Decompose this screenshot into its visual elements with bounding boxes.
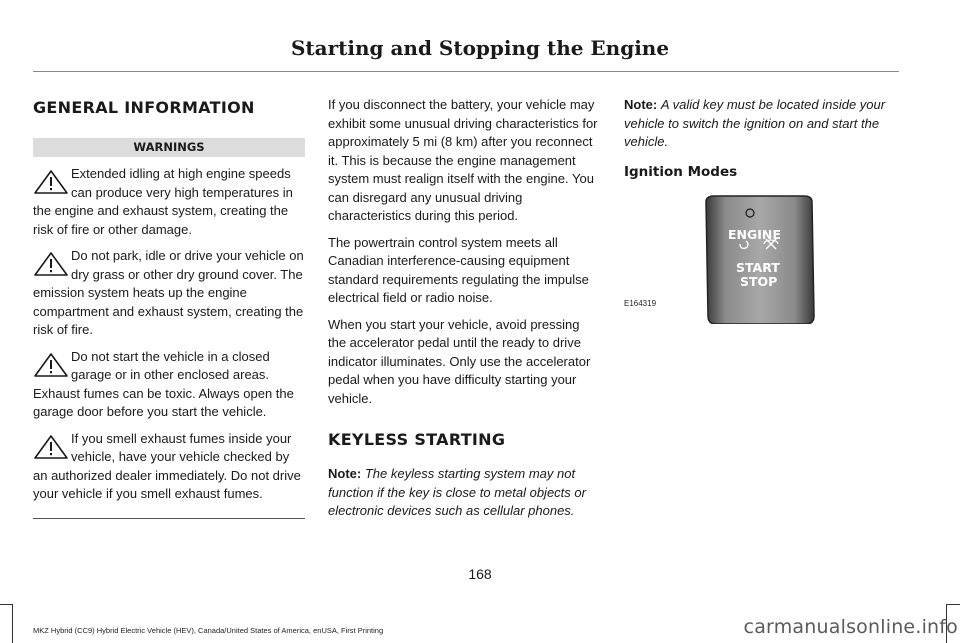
warning-item (33, 430, 305, 504)
warning-text: If you smell exhaust fumes inside your vehicle, have your vehicle checked by an authorized dealer immediately. Do not drive your vehicle if you smell exhaust fumes. (33, 430, 301, 501)
paragraph: If you disconnect the battery, your vehicle may exhibit some unusual driving characteristics for approximately 5 mi (8 km) after you reconnect it. This is because the engine management system must realign itself with the engine. You can disregard any unusual driving characteristics during this period. (328, 97, 598, 223)
crop-mark (947, 604, 960, 605)
ignition-button-figure (624, 194, 900, 324)
section-heading-keyless-starting: KEYLESS STARTING (328, 430, 506, 449)
column-general-information (33, 96, 305, 519)
warning-item (33, 247, 305, 340)
subheading-ignition-modes: Ignition Modes (624, 163, 738, 180)
button-label-stop: STOP (740, 273, 778, 289)
figure-code: E164319 (624, 298, 657, 308)
warning-text: Do not park, idle or drive your vehicle on dry grass or other dry ground cover. The emission system heats up the engine compartment and exhaust system, creating the risk of fire. (33, 248, 304, 337)
column-right (624, 96, 900, 324)
footer-text: MKZ Hybrid (CC9) Hybrid Electric Vehicle (HEV), Canada/United States of America, enUSA, First Printing (33, 626, 384, 635)
paragraph: When you start your vehicle, avoid pressing the accelerator pedal until the ready to drive indicator illuminates. Only use the accelerator pedal when you have difficulty starting your vehicle. (328, 316, 591, 406)
push-button-illustration (624, 194, 900, 324)
header-divider (33, 71, 899, 72)
column-middle (328, 96, 600, 529)
note-paragraph (328, 465, 600, 521)
warning-item (33, 348, 305, 422)
warning-triangle-icon (33, 169, 69, 195)
paragraph: The powertrain control system meets all Canadian interference-causing equipment standard requirements regulating the impulse electrical field or radio noise. (328, 234, 589, 305)
note-label: Note: (624, 97, 658, 112)
note-label: Note: (328, 466, 362, 481)
warning-triangle-icon (33, 352, 69, 378)
warnings-label: WARNINGS (33, 138, 305, 157)
watermark: carmanualsonline.info (743, 616, 958, 638)
section-heading-general-information: GENERAL INFORMATION (33, 98, 255, 117)
warning-text: Do not start the vehicle in a closed garage or in other enclosed areas. Exhaust fumes can be toxic. Always open the garage door before you start the vehicle. (33, 348, 294, 419)
warning-triangle-icon (33, 251, 69, 277)
warning-item (33, 165, 305, 239)
button-label-start: START (736, 259, 780, 275)
warning-text: Extended idling at high engine speeds can produce very high temperatures in the engine and exhaust system, creating the risk of fire or other damage. (33, 166, 293, 237)
crop-mark (12, 604, 13, 643)
page-title: Starting and Stopping the Engine (290, 36, 670, 60)
page-number: 168 (468, 566, 492, 582)
button-label-engine: ENGINE (728, 226, 781, 242)
note-paragraph (624, 96, 900, 152)
warning-triangle-icon (33, 434, 69, 460)
note-text: A valid key must be located inside your vehicle to switch the ignition on and start the vehicle. (624, 97, 886, 149)
warnings-end-divider (33, 518, 305, 519)
note-text: The keyless starting system may not function if the key is close to metal objects or electronic devices such as cellular phones. (328, 466, 586, 518)
crop-mark (0, 604, 12, 605)
